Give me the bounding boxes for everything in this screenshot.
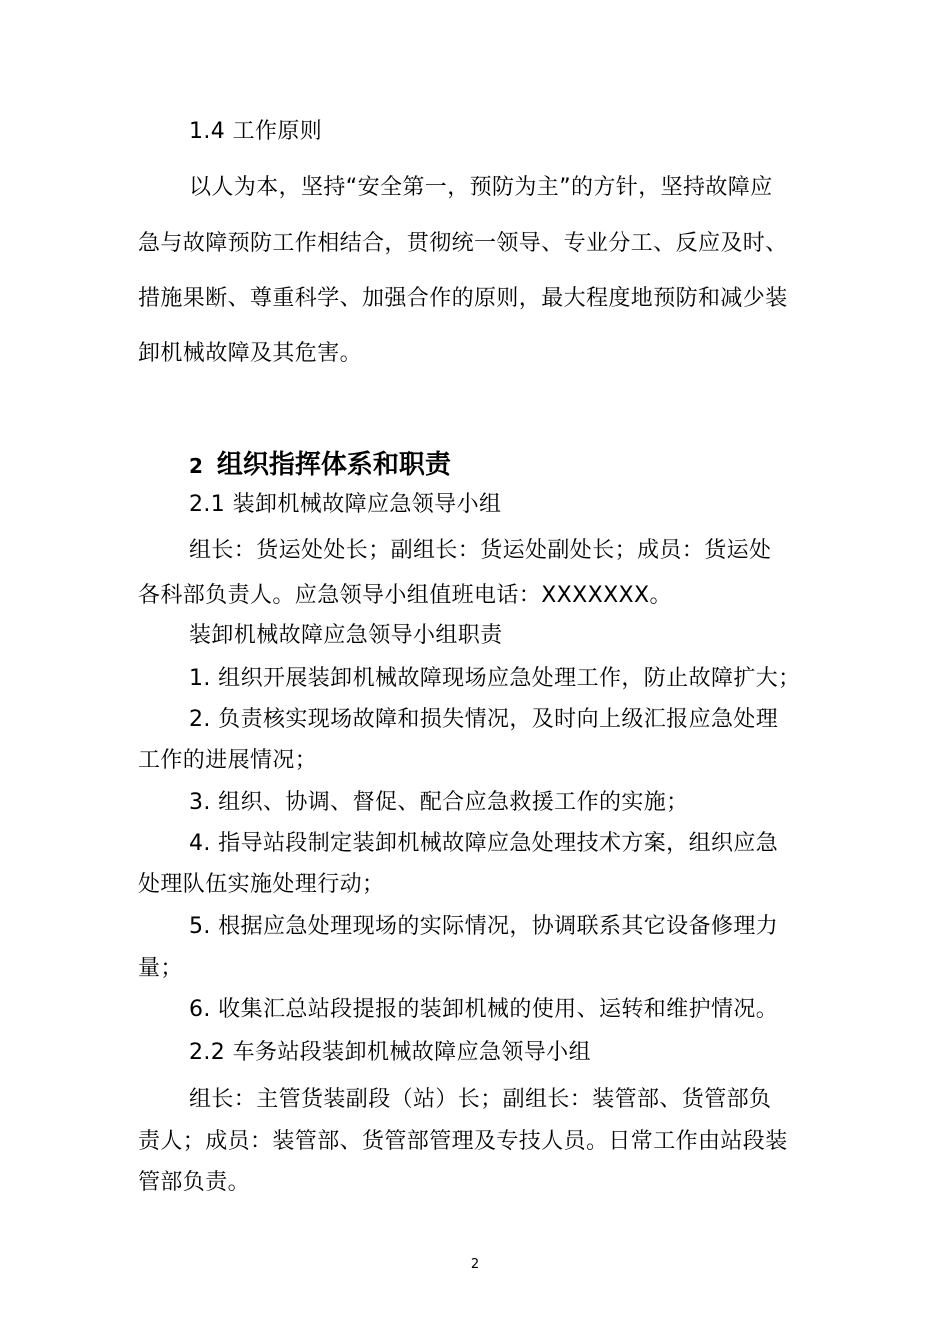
paragraph-line: 组长：货运处处长；副组长：货运处副处长；成员：货运处 xyxy=(189,538,772,563)
paragraph-line: 以人为本，坚持“安全第一，预防为主”的方针，坚持故障应 xyxy=(189,175,773,200)
paragraph-line: 管部负责。 xyxy=(138,1170,251,1195)
duty-item: 2. 负责核实现场故障和损失情况，及时向上级汇报应急处理 xyxy=(189,707,779,732)
duty-item: 6. 收集汇总站段提报的装卸机械的使用、运转和维护情况。 xyxy=(189,997,779,1022)
section-1-4-heading: 1.4 工作原则 xyxy=(189,119,323,144)
section-2-number: 2 xyxy=(189,454,203,478)
duty-item: 工作的进展情况； xyxy=(138,748,318,773)
duty-item: 4. 指导站段制定装卸机械故障应急处理技术方案，组织应急 xyxy=(189,831,779,856)
duty-item: 5. 根据应急处理现场的实际情况，协调联系其它设备修理力 xyxy=(189,914,779,939)
duties-title: 装卸机械故障应急领导小组职责 xyxy=(189,623,503,648)
paragraph-line: 急与故障预防工作相结合，贯彻统一领导、专业分工、反应及时、 xyxy=(138,231,788,256)
duty-item: 量； xyxy=(138,956,183,981)
paragraph-line: 责人；成员：装管部、货管部管理及专技人员。日常工作由站段装 xyxy=(138,1129,788,1154)
duty-item: 处理队伍实施处理行动； xyxy=(138,872,385,897)
paragraph-line: 措施果断、尊重科学、加强合作的原则，最大程度地预防和减少装 xyxy=(138,286,788,311)
duty-item: 3. 组织、协调、督促、配合应急救援工作的实施； xyxy=(189,790,689,815)
duty-item: 1. 组织开展装卸机械故障现场应急处理工作，防止故障扩大； xyxy=(189,666,801,691)
paragraph-line: 组长：主管货装副段（站）长；副组长：装管部、货管部负 xyxy=(189,1087,772,1112)
section-2-heading xyxy=(189,448,451,483)
section-2-1-heading: 2.1 装卸机械故障应急领导小组 xyxy=(189,492,502,517)
paragraph-line: 卸机械故障及其危害。 xyxy=(138,341,363,366)
page-number: 2 xyxy=(470,1257,480,1272)
section-2-title: 组织指挥体系和职责 xyxy=(216,450,451,480)
section-2-2-heading: 2.2 车务站段装卸机械故障应急领导小组 xyxy=(189,1040,591,1065)
paragraph-line: 各科部负责人。应急领导小组值班电话：XXXXXXX。 xyxy=(138,583,672,608)
